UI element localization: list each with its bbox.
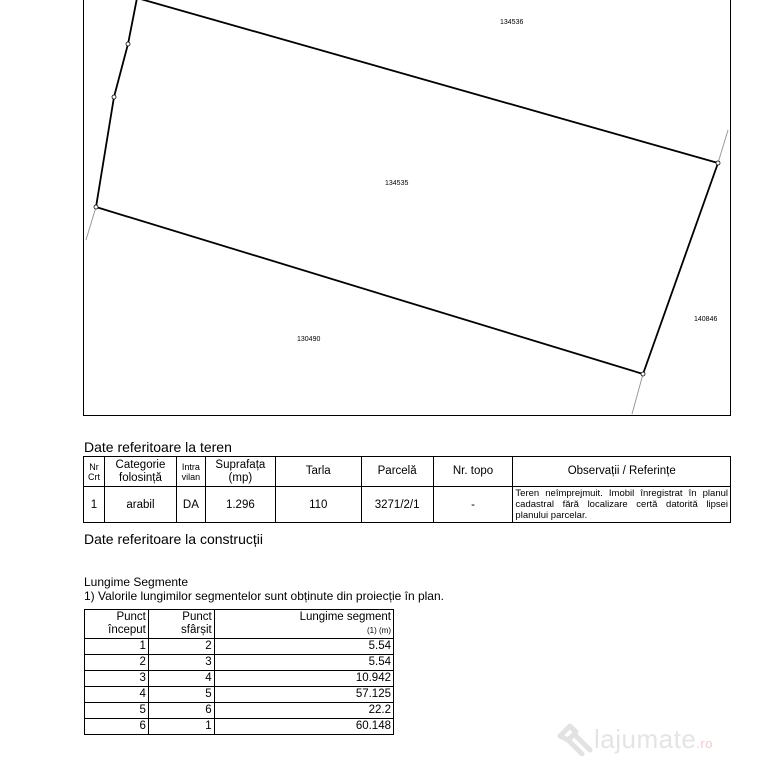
header-length-unit: (1) (m) bbox=[367, 626, 391, 635]
neighbor-line bbox=[718, 130, 728, 163]
cell-intravilan: DA bbox=[176, 487, 205, 523]
watermark-tld: .ro bbox=[696, 736, 713, 751]
neighbor-line bbox=[632, 374, 643, 414]
header-categorie-line1: Categorie bbox=[115, 458, 166, 471]
cell-punct-inceput: 2 bbox=[85, 655, 149, 671]
cell-categorie: arabil bbox=[104, 487, 176, 523]
parcel-vertices bbox=[94, 42, 720, 376]
cell-lungime: 5.54 bbox=[214, 639, 393, 655]
cell-punct-sfarsit: 3 bbox=[148, 655, 214, 671]
parcel-label-north: 134536 bbox=[500, 19, 524, 26]
parcel-label-south: 130490 bbox=[297, 336, 321, 343]
cell-punct-inceput: 6 bbox=[85, 719, 149, 735]
segmente-table bbox=[84, 609, 394, 735]
header-length-label: Lungime segment bbox=[299, 611, 391, 623]
parcel-label-main: 134535 bbox=[385, 180, 409, 187]
lajumate-logo-icon bbox=[556, 722, 596, 756]
cell-nr-topo: - bbox=[433, 487, 513, 523]
cell-punct-sfarsit: 2 bbox=[148, 639, 214, 655]
header-nr-topo: Nr. topo bbox=[433, 457, 513, 487]
header-intravilan-line2: vilan bbox=[181, 471, 201, 482]
teren-section-title: Date referitoare la teren bbox=[84, 439, 232, 455]
header-nr-line1: Nr bbox=[89, 461, 99, 472]
cell-punct-sfarsit: 4 bbox=[148, 671, 214, 687]
constructii-section-title: Date referitoare la construcții bbox=[84, 531, 263, 547]
header-suprafata bbox=[205, 457, 275, 487]
parcel-boundary bbox=[96, 0, 718, 374]
watermark-text: lajumate bbox=[594, 724, 697, 754]
teren-table bbox=[83, 456, 731, 523]
header-end-line2: sfârșit bbox=[181, 624, 212, 636]
segmente-body bbox=[85, 639, 394, 735]
teren-data-row bbox=[84, 487, 731, 523]
cell-punct-sfarsit: 1 bbox=[148, 719, 214, 735]
parcel-label-east: 140846 bbox=[694, 316, 718, 323]
cell-punct-inceput: 3 bbox=[85, 671, 149, 687]
header-suprafata-line2: (mp) bbox=[228, 471, 253, 484]
cell-punct-inceput: 4 bbox=[85, 687, 149, 703]
header-end-line1: Punct bbox=[182, 611, 212, 623]
segmente-heading bbox=[84, 575, 444, 603]
header-lungime-segment bbox=[214, 610, 393, 639]
cell-lungime: 22.2 bbox=[214, 703, 393, 719]
plan-frame bbox=[84, 0, 731, 416]
cell-lungime: 57.125 bbox=[214, 687, 393, 703]
header-observatii: Observații / Referințe bbox=[513, 457, 731, 487]
cell-punct-sfarsit: 6 bbox=[148, 703, 214, 719]
header-nr-line2: Crt bbox=[87, 471, 100, 482]
header-punct-inceput bbox=[85, 610, 149, 639]
cell-punct-inceput: 5 bbox=[85, 703, 149, 719]
segment-row bbox=[85, 703, 394, 719]
cell-lungime: 10.942 bbox=[214, 671, 393, 687]
header-intravilan bbox=[176, 457, 205, 487]
segmente-header-row bbox=[85, 610, 394, 639]
header-nr bbox=[84, 457, 105, 487]
vertex-point bbox=[126, 42, 130, 46]
cell-lungime: 60.148 bbox=[214, 719, 393, 735]
vertex-point bbox=[94, 205, 98, 209]
header-categorie bbox=[104, 457, 176, 487]
segmente-title: Lungime Segmente bbox=[84, 575, 189, 589]
vertex-point bbox=[716, 161, 720, 165]
cell-parcela: 3271/2/1 bbox=[361, 487, 433, 523]
cell-punct-inceput: 1 bbox=[85, 639, 149, 655]
lajumate-watermark bbox=[594, 724, 713, 755]
cell-punct-sfarsit: 5 bbox=[148, 687, 214, 703]
segment-row bbox=[85, 655, 394, 671]
cell-observatii: Teren neîmprejmuit. Imobil înregistrat în planul cadastral fără localizare certă datorită lipsei planului parcelar. bbox=[513, 487, 731, 523]
header-categorie-line2: folosință bbox=[119, 471, 162, 484]
cell-nr: 1 bbox=[84, 487, 105, 523]
segment-row bbox=[85, 671, 394, 687]
cell-tarla: 110 bbox=[275, 487, 361, 523]
header-intravilan-line1: Intra bbox=[181, 461, 200, 472]
neighbor-line bbox=[86, 207, 96, 240]
teren-header-row bbox=[84, 457, 731, 487]
segment-row bbox=[85, 639, 394, 655]
header-start-line1: Punct bbox=[116, 611, 146, 623]
header-suprafata-line1: Suprafața bbox=[215, 458, 266, 471]
vertex-point bbox=[641, 372, 645, 376]
segment-row bbox=[85, 719, 394, 735]
header-parcela: Parcelă bbox=[361, 457, 433, 487]
header-punct-sfarsit bbox=[148, 610, 214, 639]
vertex-point bbox=[112, 95, 116, 99]
segmente-note: 1) Valorile lungimilor segmentelor sunt obținute din proiecție în plan. bbox=[84, 589, 444, 603]
header-tarla: Tarla bbox=[275, 457, 361, 487]
header-start-line2: început bbox=[108, 624, 146, 636]
segment-row bbox=[85, 687, 394, 703]
cell-suprafata: 1.296 bbox=[205, 487, 275, 523]
cell-lungime: 5.54 bbox=[214, 655, 393, 671]
